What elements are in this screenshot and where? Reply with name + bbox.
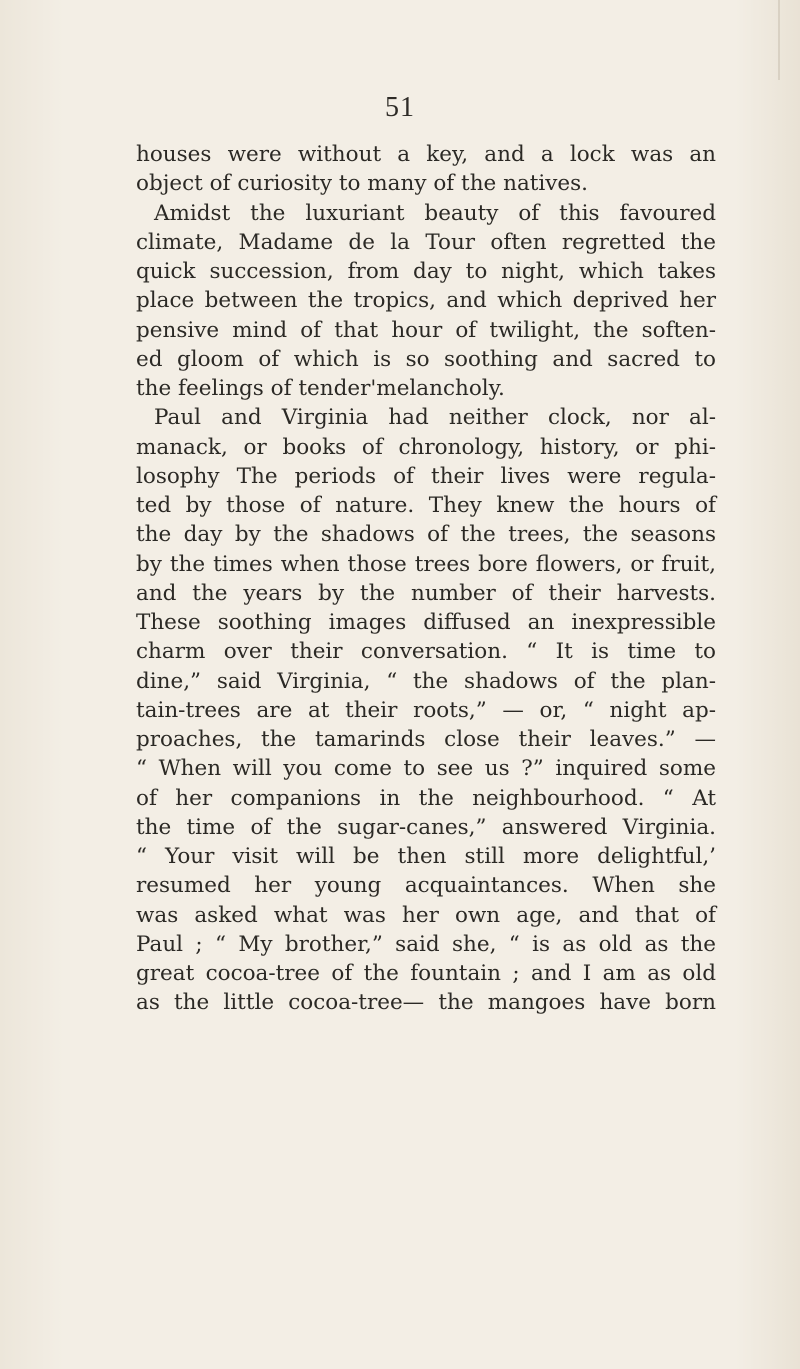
text-line: ed gloom of which is so soothing and sacred to bbox=[136, 346, 716, 372]
text-line: “ Your visit will be then still more delightful,’ bbox=[136, 844, 716, 869]
text-line: manack, or books of chronology, history, or phi- bbox=[136, 434, 716, 460]
text-line: dine,” said Virginia, “ the shadows of the plan- bbox=[136, 668, 716, 694]
text-line: proaches, the tamarinds close their leaves.” — bbox=[136, 727, 716, 752]
text-line: ted by those of nature. They knew the hours of bbox=[136, 493, 716, 518]
text-line: by the times when those trees bore flowers, or fruit, bbox=[136, 551, 716, 577]
text-line: tain-trees are at their roots,” — or, “ night ap- bbox=[136, 697, 716, 723]
text-line: Paul and Virginia had neither clock, nor al- bbox=[154, 405, 716, 431]
page-edge-shadow bbox=[778, 0, 780, 80]
text-line: “ When will you come to see us ?” inquired some bbox=[136, 756, 716, 782]
text-line: object of curiosity to many of the natives. bbox=[136, 171, 589, 197]
text-line: These soothing images diffused an inexpressible bbox=[136, 610, 716, 635]
text-line: charm over their conversation. “ It is time to bbox=[136, 639, 716, 665]
text-line: resumed her young acquaintances. When she bbox=[136, 873, 716, 899]
page-number: 51 bbox=[385, 92, 415, 123]
text-line: the day by the shadows of the trees, the seasons bbox=[136, 522, 716, 548]
text-line: pensive mind of that hour of twilight, the soften- bbox=[136, 317, 716, 343]
text-line: great cocoa-tree of the fountain ; and I am as old bbox=[136, 961, 716, 986]
text-line: Paul ; “ My brother,” said she, “ is as old as the bbox=[136, 931, 716, 957]
text-line: the time of the sugar-canes,” answered Virginia. bbox=[136, 814, 716, 840]
text-line: quick succession, from day to night, which takes bbox=[136, 259, 716, 284]
text-line: climate, Madame de la Tour often regretted the bbox=[136, 229, 716, 255]
text-line: place between the tropics, and which deprived her bbox=[136, 288, 716, 314]
text-line: the feelings of tender'melancholy. bbox=[136, 376, 505, 401]
text-line: as the little cocoa-tree— the mangoes have born bbox=[136, 990, 716, 1016]
text-line: and the years by the number of their harvests. bbox=[136, 580, 716, 606]
text-line: of her companions in the neighbourhood. “ At bbox=[136, 785, 716, 811]
text-line: losophy The periods of their lives were regula- bbox=[136, 463, 716, 489]
body-text bbox=[136, 140, 716, 1018]
text-line: houses were without a key, and a lock was an bbox=[136, 142, 716, 167]
text-line: Amidst the luxuriant beauty of this favoured bbox=[154, 200, 716, 226]
text-line: was asked what was her own age, and that of bbox=[136, 902, 716, 928]
